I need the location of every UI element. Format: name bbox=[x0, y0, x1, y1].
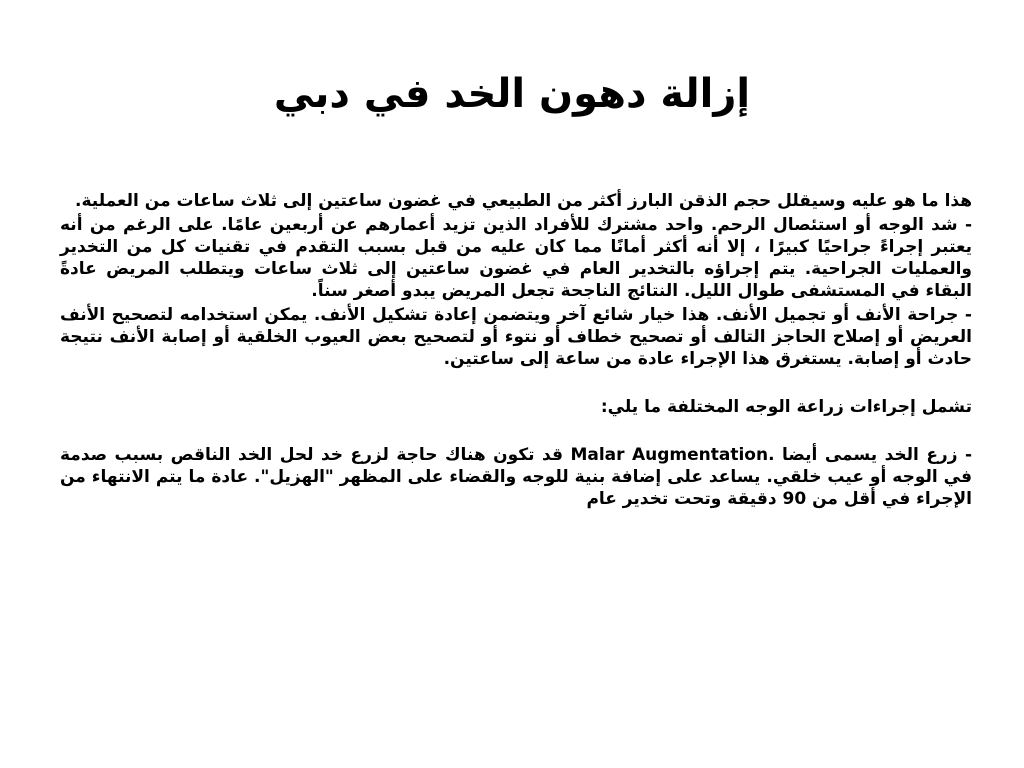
slide-body bbox=[60, 190, 972, 512]
paragraph-malar bbox=[60, 444, 972, 510]
paragraph-chin: هذا ما هو عليه وسيقلل حجم الذقن البارز أكثر من الطبيعي في غضون ساعتين إلى ثلاث ساعات من العملية. bbox=[75, 191, 972, 211]
paragraph-rhinoplasty: - جراحة الأنف أو تجميل الأنف. هذا خيار شائع آخر ويتضمن إعادة تشكيل الأنف. يمكن استخدامه لتصحيح الأنف العريض أو إصلاح الحاجز التالف أو تصحيح خطاف أو نتوء أو لتصحيح بعض العيوب الخلقية أو إصابة الأنف نتيجة حادث أو إصابة. يستغرق هذا الإجراء عادة من ساعة إلى ساعتين. bbox=[60, 305, 972, 369]
paragraph-list-intro: تشمل إجراءات زراعة الوجه المختلفة ما يلي: bbox=[600, 397, 972, 417]
malar-text-after: - زرع الخد يسمى أيضا bbox=[782, 445, 973, 465]
malar-text-before-term: قد تكون هناك حاجة لزرع خد لحل الخد الناقص bbox=[170, 445, 563, 465]
paragraph-facelift: - شد الوجه أو استئصال الرحم. واحد مشترك للأفراد الذين تزيد أعمارهم عن أربعين عامًا. على الرغم من أنه يعتبر إجراءً جراحيًا كبيرًا ، إلا أنه أكثر أمانًا مما كان عليه من قبل بسبب التقدم في تقنيات كل من التخدير والعمليات الجراحية. يتم إجراؤه بالتخدير العام في غضون ساعتين إلى ثلاث ساعات ويتطلب المريض عادةً البقاء في المستشفى طوال الليل. النتائج الناجحة تجعل المريض يبدو أصغر سناً. bbox=[60, 215, 972, 301]
malar-rest: بسبب صدمة في الوجه أو عيب خلقي. يساعد على إضافة بنية للوجه والقضاء على المظهر "الهزيل". عادة ما يتم الانتهاء من الإجراء في أقل من 90 دقيقة وتحت تخدير عام bbox=[60, 445, 972, 509]
malar-term: Malar Augmentation. bbox=[570, 445, 775, 465]
slide-title: إزالة دهون الخد في دبي bbox=[273, 71, 751, 117]
